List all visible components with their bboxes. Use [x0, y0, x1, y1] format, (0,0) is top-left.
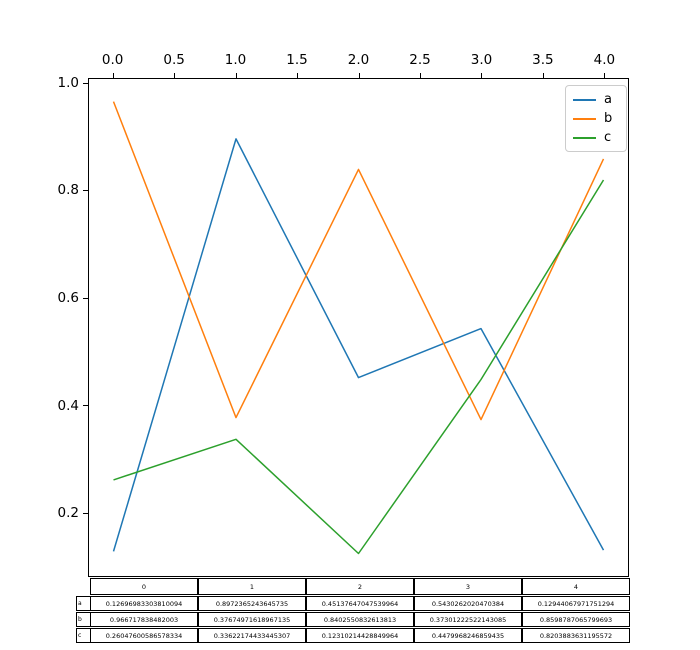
x-axis-tick — [174, 73, 175, 78]
table-cell: 0.8598787065799693 — [522, 612, 630, 627]
legend-entry-label: b — [604, 111, 613, 126]
line-series-svg — [89, 79, 628, 576]
y-axis-tick — [83, 513, 88, 514]
y-axis-tick — [83, 83, 88, 84]
table-header-cell: 3 — [414, 578, 522, 595]
x-axis-tick-label: 2.5 — [409, 52, 431, 68]
x-axis-tick — [359, 73, 360, 78]
x-axis-tick-label: 3.5 — [532, 52, 554, 68]
y-axis-tick-label: 1.0 — [57, 74, 79, 91]
y-axis-tick — [83, 190, 88, 191]
legend-entry-label: c — [604, 130, 612, 145]
x-axis-tick — [420, 73, 421, 78]
series-line-b — [114, 102, 604, 420]
table-header-cell: 1 — [198, 578, 306, 595]
y-axis-tick — [83, 298, 88, 299]
x-axis-tick — [481, 73, 482, 78]
plot-area — [88, 78, 629, 577]
x-axis-tick-label: 0.5 — [163, 52, 185, 68]
table-cell: 0.37674971618967135 — [198, 612, 306, 627]
legend — [565, 85, 627, 152]
x-axis-tick-label: 1.0 — [224, 52, 247, 68]
table-cell: 0.33622174433445307 — [198, 628, 306, 643]
table-cell: 0.4479968246859435 — [414, 628, 522, 643]
x-axis-tick — [236, 73, 237, 78]
legend-entry-b — [573, 112, 619, 125]
table-cell: 0.8402550832613813 — [306, 612, 414, 627]
table-cell: 0.12310214428849964 — [306, 628, 414, 643]
table-cell: 0.5430262020470384 — [414, 596, 522, 611]
table-row-label: c — [76, 628, 91, 643]
x-axis-tick-label: 4.0 — [593, 52, 616, 68]
legend-entry-c — [573, 131, 619, 144]
table-header-cell: 0 — [90, 578, 198, 595]
legend-entry-a — [573, 93, 619, 106]
x-axis-tick — [604, 73, 605, 78]
table-cell: 0.45137647047539964 — [306, 596, 414, 611]
table-header-cell: 4 — [522, 578, 630, 595]
x-axis-tick — [297, 73, 298, 78]
y-axis-tick-label: 0.8 — [57, 182, 79, 199]
x-axis-tick-label: 3.0 — [470, 52, 493, 68]
y-axis-tick-label: 0.4 — [57, 397, 79, 414]
table-cell: 0.12944067971751294 — [522, 596, 630, 611]
x-axis-tick-label: 2.0 — [347, 52, 370, 68]
legend-line-sample — [573, 137, 596, 139]
table-cell: 0.37301222522143085 — [414, 612, 522, 627]
y-axis-tick-label: 0.2 — [57, 505, 79, 521]
series-line-a — [114, 139, 604, 552]
table-row-label: a — [76, 596, 91, 611]
table-header-cell: 2 — [306, 578, 414, 595]
x-axis-tick-label: 0.0 — [101, 52, 124, 68]
table-row-label: b — [76, 612, 91, 627]
y-axis-tick — [83, 405, 88, 406]
table-cell: 0.8972365243645735 — [198, 596, 306, 611]
series-line-c — [114, 180, 604, 554]
x-axis-tick — [113, 73, 114, 78]
table-cell: 0.12696983303810094 — [90, 596, 198, 611]
y-axis-tick-label: 0.6 — [57, 289, 79, 306]
legend-line-sample — [573, 118, 596, 120]
table-cell: 0.8203883631195572 — [522, 628, 630, 643]
x-axis-tick — [543, 73, 544, 78]
x-axis-tick-label: 1.5 — [286, 52, 308, 68]
legend-entry-label: a — [604, 92, 612, 107]
table-cell: 0.26047600586578334 — [90, 628, 198, 643]
table-cell: 0.966717838482003 — [90, 612, 198, 627]
legend-line-sample — [573, 99, 596, 101]
